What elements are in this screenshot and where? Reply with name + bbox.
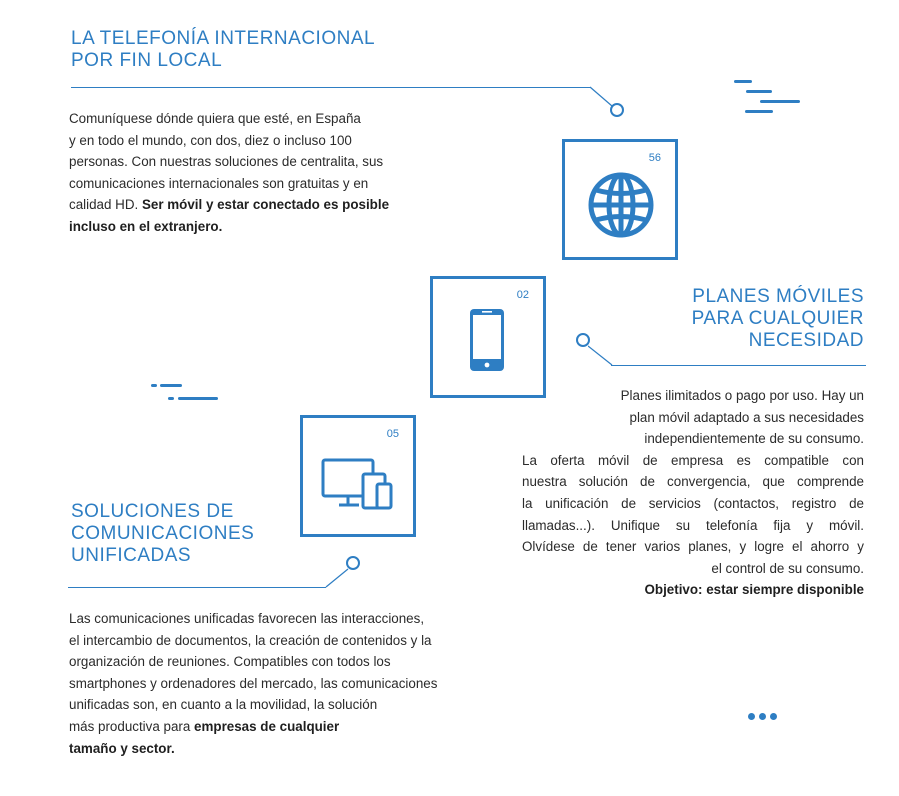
section3-connector [322, 566, 352, 590]
section2-body-line: independientemente de su consumo. [644, 431, 864, 447]
section1-body-line: Comuníquese dónde quiera que esté, en España [69, 111, 361, 126]
decor-dash [168, 397, 174, 400]
section3-body [69, 608, 489, 759]
decor-dash [760, 100, 800, 103]
decor-dash [160, 384, 182, 387]
section1-body-line: y en todo el mundo, con dos, diez o incluso 100 [69, 132, 352, 148]
section3-body-line: organización de reuniones. Compatibles con todos los [69, 654, 391, 670]
section1-node-circle [610, 103, 624, 117]
phone-box [430, 276, 546, 398]
box-number: 05 [386, 428, 399, 440]
globe-icon [587, 171, 655, 239]
section2-title [620, 286, 864, 352]
decor-dash [746, 90, 772, 93]
section1-title-line1: LA TELEFONÍA INTERNACIONAL [71, 28, 376, 49]
section2-title-line1: PLANES MÓVILES [692, 286, 864, 307]
section1-body-bold: incluso en el extranjero. [69, 218, 223, 234]
decor-dash [151, 384, 157, 387]
section3-title-line2: COMUNICACIONES [71, 523, 255, 544]
section3-body-line [69, 738, 489, 760]
section2-underline [611, 365, 866, 366]
box-number: 02 [516, 289, 529, 301]
section1-body-line: comunicaciones internacionales son gratuitas y en [69, 175, 369, 191]
section2-body-line: La oferta móvil de empresa es compatible con [522, 452, 864, 468]
section3-body-line: Las comunicaciones unificadas favorecen las interacciones, [69, 611, 425, 626]
section3-body-line: smartphones y ordenadores del mercado, las comunicaciones [69, 675, 438, 691]
section3-underline [68, 587, 326, 588]
section2-body-line: Olvídese de tener varios planes, y logre el ahorro y [522, 539, 864, 555]
section3-title-line1: SOLUCIONES DE [71, 501, 234, 522]
section1-body [69, 108, 429, 238]
section3-body-bold: empresas de cualquier [194, 718, 340, 734]
decor-dot [748, 713, 755, 720]
section2-body-line: plan móvil adaptado a sus necesidades [629, 409, 864, 425]
section1-body-bold: Ser móvil y estar conectado es posible [141, 197, 390, 213]
section3-title-line3: UNIFICADAS [71, 545, 192, 566]
box-number: 56 [648, 152, 661, 164]
section1-underline [71, 87, 591, 88]
section1-body-normal: calidad HD. [69, 197, 142, 213]
section2-body-line: llamadas...). Unifique su telefonía fija y móvil. [522, 517, 864, 533]
decor-dash [745, 110, 773, 113]
section2-body [522, 385, 864, 601]
globe-box [562, 139, 678, 260]
decor-dot [759, 713, 766, 720]
section2-body-line: nuestra solución de convergencia, que comprende [522, 474, 864, 490]
section1-body-line [69, 194, 429, 216]
section3-body-line [69, 716, 489, 738]
section3-node-circle [346, 556, 360, 570]
section2-body-line: el control de su consumo. [711, 560, 864, 576]
section1-body-line: personas. Con nuestras soluciones de centralita, sus [69, 154, 384, 170]
section3-body-line: unificadas son, en cuanto a la movilidad, la solución [69, 697, 378, 713]
section3-body-bold: tamaño y sector. [69, 740, 175, 756]
smartphone-icon [468, 307, 506, 373]
section2-body-line: Planes ilimitados o pago por uso. Hay un [620, 388, 864, 403]
section3-body-normal: más productiva para [69, 718, 195, 734]
decor-dot [770, 713, 777, 720]
section2-title-line2: PARA CUALQUIER [691, 308, 864, 329]
decor-dash [178, 397, 218, 400]
section1-title [71, 28, 375, 72]
decor-dash [734, 80, 752, 83]
section1-body-line [69, 216, 429, 238]
section2-title-line3: NECESIDAD [748, 330, 864, 351]
section2-body-line: la unificación de servicios (contactos, registro de [522, 495, 864, 511]
devices-box [300, 415, 416, 537]
devices-icon [319, 456, 399, 512]
section1-title-line2: POR FIN LOCAL [71, 50, 223, 71]
section3-title [71, 501, 254, 567]
section3-body-line: el intercambio de documentos, la creación de contenidos y la [69, 632, 432, 648]
section2-objective: Objetivo: estar siempre disponible [644, 582, 864, 598]
